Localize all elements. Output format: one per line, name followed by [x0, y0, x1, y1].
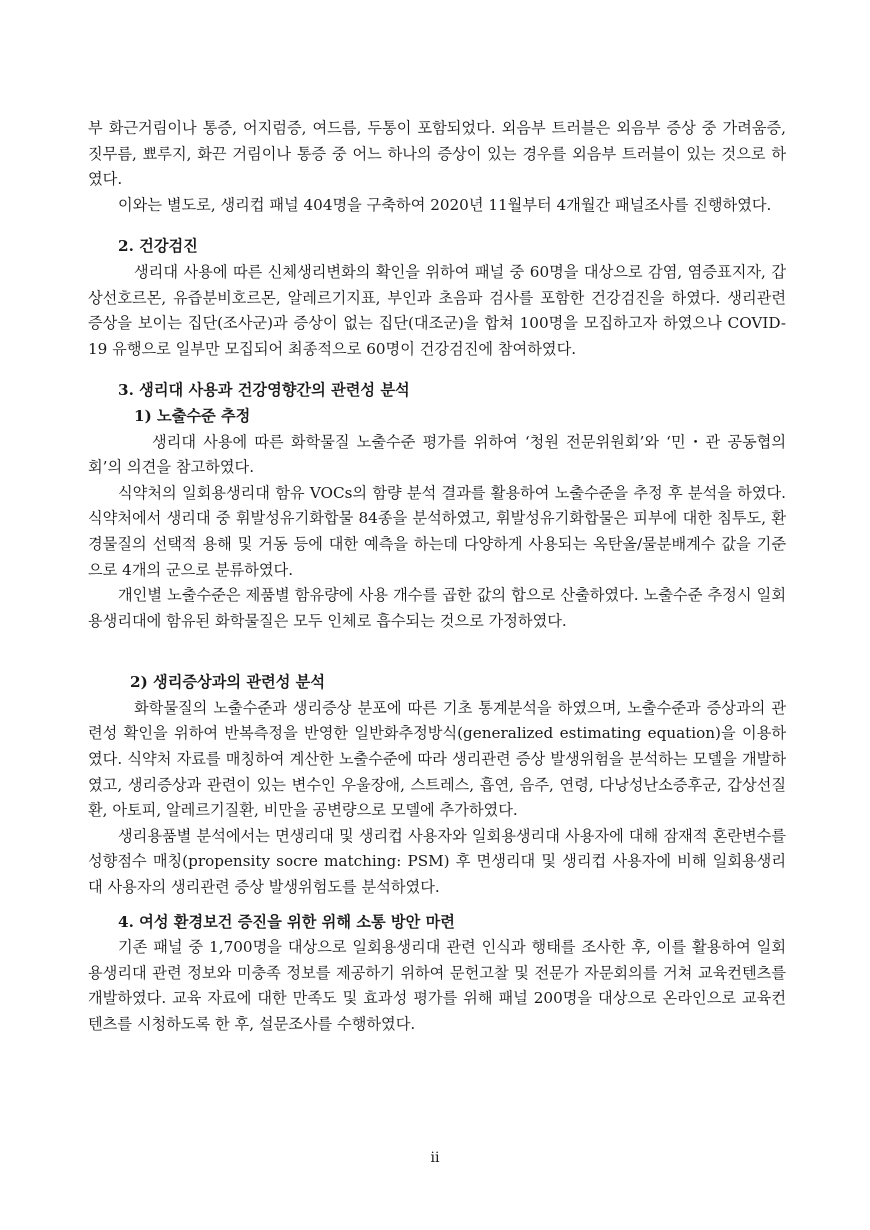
paragraph-health-checkup: 생리대 사용에 따른 신체생리변화의 확인을 위하여 패널 중 60명을 대상으로 감염, 염증표지자, 갑상선호르몬, 유즙분비호르몬, 알레르기지표, 부인과 초음파 검사를 포함한 건강검진을 하였다. 생리관련 증상을 보이는 집단(조사군)과 증상이 없는 집단(대조군)을 합쳐 100명을 모집하고자 하였으나 COVID-19 유행으로 일부만 모집되어 최종적으로 60명이 건강검진에 참여하였다.	[88, 262, 786, 358]
subsection-heading-exposure-estimation: 1) 노출수준 추정	[134, 406, 251, 425]
section-heading-risk-communication: 4. 여성 환경보건 증진을 위한 위해 소통 방안 마련	[118, 912, 455, 931]
paragraph-voc-analysis: 식약처의 일회용생리대 함유 VOCs의 함량 분석 결과를 활용하여 노출수준을 추정 후 분석을 하였다. 식약처에서 생리대 중 휘발성유기화합물 84종을 분석하였고, 휘발성유기화합물은 피부에 대한 침투도, 환경물질의 선택적 용해 및 거동 등에 대한 예측을 하는데 다양하게 사용되는 옥탄올/물분배계수 값을 기준으로 4개의 군으로 분류하였다.	[88, 483, 786, 579]
paragraph-education-content: 기존 패널 중 1,700명을 대상으로 일회용생리대 관련 인식과 행태를 조사한 후, 이를 활용하여 일회용생리대 관련 정보와 미충족 정보를 제공하기 위하여 문헌고찰 및 전문가 자문회의를 거쳐 교육컨텐츠를 개발하였다. 교육 자료에 대한 만족도 및 효과성 평가를 위해 패널 200명을 대상으로 온라인으로 교육컨텐츠를 시청하도록 한 후, 설문조사를 수행하였다.	[88, 938, 786, 1033]
section-heading-health-checkup: 2. 건강검진	[118, 237, 198, 256]
paragraph-exposure-committee: 생리대 사용에 따른 화학물질 노출수준 평가를 위하여 ‘청원 전문위원회’와 ‘민・관 공동협의회’의 의견을 참고하였다.	[88, 432, 786, 477]
paragraph-menstrual-cup-panel: 이와는 별도로, 생리컵 패널 404명을 구축하여 2020년 11월부터 4개월간 패널조사를 진행하였다.	[118, 195, 772, 214]
page-number: ii	[430, 1150, 440, 1166]
paragraph-psm-analysis: 생리용품별 분석에서는 면생리대 및 생리컵 사용자와 일회용생리대 사용자에 대해 잠재적 혼란변수를 성향점수 매칭(propensity socre matching: PSM) 후 면생리대 및 생리컵 사용자에 비해 일회용생리대 사용자의 생리관련 증상 발생위험도를 분석하였다.	[88, 826, 786, 897]
section-heading-association-analysis: 3. 생리대 사용과 건강영향간의 관련성 분석	[118, 381, 410, 400]
paragraph-gee-model: 화학물질의 노출수준과 생리증상 분포에 따른 기초 통계분석을 하였으며, 노출수준과 증상과의 관련성 확인을 위하여 반복측정을 반영한 일반화추정방식(generalized estimating equation)을 이용하였다. 식약처 자료를 매칭하여 계산한 노출수준에 따라 생리관련 증상 발생위험을 분석하는 모델을 개발하였고, 생리증상과 관련이 있는 변수인 우울장애, 스트레스, 흡연, 음주, 연령, 다낭성난소증후군, 갑상선질환, 아토피, 알레르기질환, 비만을 공변량으로 모델에 추가하였다.	[88, 698, 786, 820]
document-body	[88, 116, 786, 1038]
subsection-heading-symptom-association: 2) 생리증상과의 관련성 분석	[130, 673, 325, 692]
paragraph-individual-exposure: 개인별 노출수준은 제품별 함유량에 사용 개수를 곱한 값의 합으로 산출하였다. 노출수준 추정시 일회용생리대에 함유된 화학물질은 모두 인체로 흡수되는 것으로 가정하였다.	[88, 586, 786, 630]
paragraph-symptoms-definition: 부 화근거림이나 통증, 어지럼증, 여드름, 두통이 포함되었다. 외음부 트러블은 외음부 증상 중 가려움증, 짓무름, 뾰루지, 화끈 거림이나 통증 중 어느 하나의 증상이 있는 경우를 외음부 트러블이 있는 것으로 하였다.	[88, 119, 786, 189]
